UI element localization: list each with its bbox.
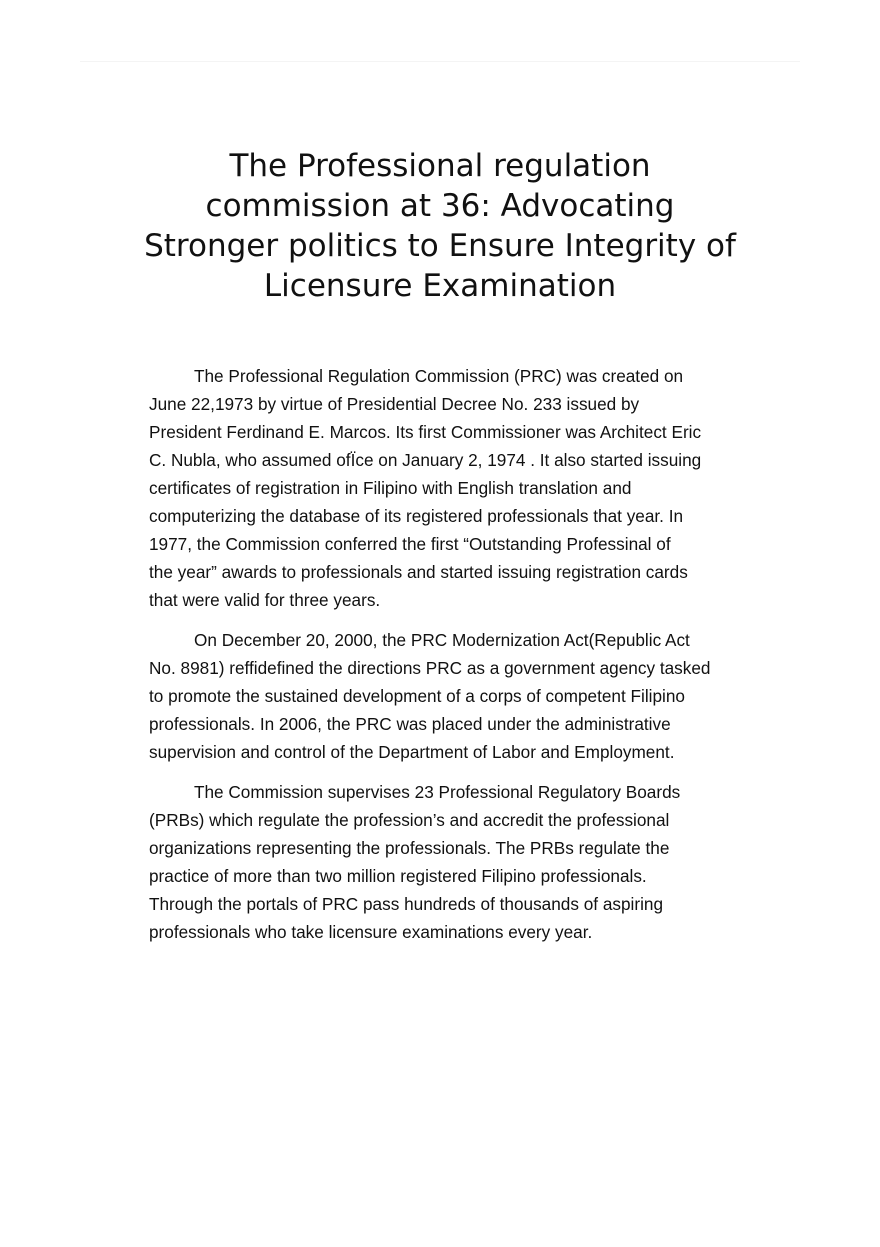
paragraph-line: the year” awards to professionals and started issuing registration cards [149, 562, 688, 582]
paragraph-prc-history [149, 362, 749, 614]
paragraph-line: (PRBs) which regulate the profession’s and accredit the professional [149, 810, 670, 830]
title-line: The Professional regulation [229, 148, 651, 184]
paragraph-regulatory-boards [149, 778, 749, 946]
paragraph-line: Through the portals of PRC pass hundreds of thousands of aspiring [149, 894, 664, 914]
paragraph-line: to promote the sustained development of a corps of competent Filipino [149, 686, 685, 706]
paragraph-line: 1977, the Commission conferred the first “Outstanding Professinal of [149, 534, 671, 554]
page-top-rule [80, 61, 800, 62]
document-body [149, 362, 749, 958]
paragraph-line: No. 8981) reffidefined the directions PRC as a government agency tasked [149, 658, 711, 678]
title-line: Stronger politics to Ensure Integrity of [144, 228, 736, 264]
paragraph-line: C. Nubla, who assumed ofÏce on January 2, 1974 . It also started issuing [149, 450, 702, 470]
paragraph-line: On December 20, 2000, the PRC Modernization Act(Republic Act [194, 630, 690, 650]
paragraph-line: organizations representing the professionals. The PRBs regulate the [149, 838, 670, 858]
title-line: Licensure Examination [263, 268, 617, 304]
document-title [140, 146, 740, 306]
paragraph-line: certificates of registration in Filipino with English translation and [149, 478, 632, 498]
paragraph-line: supervision and control of the Department of Labor and Employment. [149, 742, 675, 762]
paragraph-line: professionals who take licensure examinations every year. [149, 922, 593, 942]
paragraph-line: The Professional Regulation Commission (PRC) was created on [194, 366, 684, 386]
paragraph-line: President Ferdinand E. Marcos. Its first Commissioner was Architect Eric [149, 422, 702, 442]
paragraph-line: that were valid for three years. [149, 590, 381, 610]
paragraph-line: computerizing the database of its registered professionals that year. In [149, 506, 684, 526]
paragraph-modernization-act [149, 626, 749, 766]
paragraph-line: The Commission supervises 23 Professional Regulatory Boards [194, 782, 681, 802]
paragraph-line: June 22,1973 by virtue of Presidential Decree No. 233 issued by [149, 394, 640, 414]
title-line: commission at 36: Advocating [205, 188, 675, 224]
paragraph-line: practice of more than two million registered Filipino professionals. [149, 866, 647, 886]
paragraph-line: professionals. In 2006, the PRC was placed under the administrative [149, 714, 671, 734]
